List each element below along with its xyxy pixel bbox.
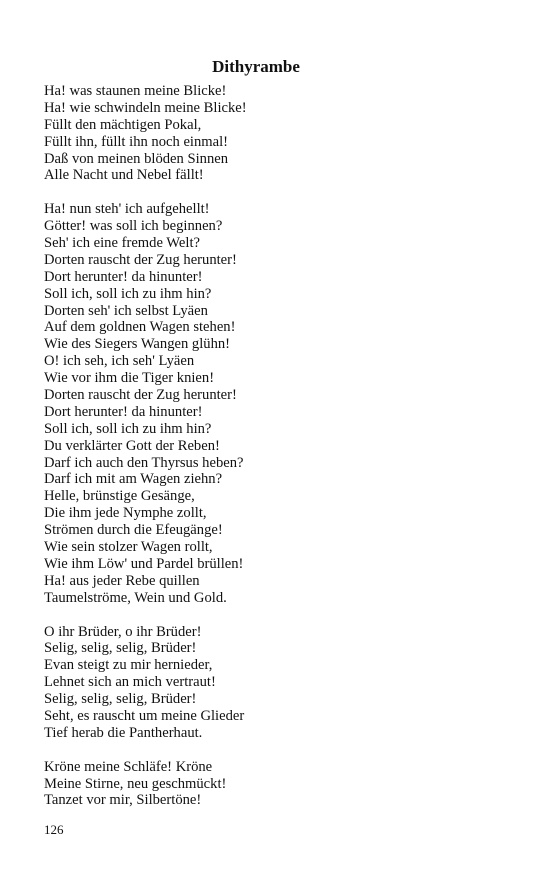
poem-line: Darf ich auch den Thyrsus heben? (44, 454, 244, 471)
poem-line: Daß von meinen blöden Sinnen (44, 150, 229, 167)
poem-line: Taumelströme, Wein und Gold. (44, 589, 227, 606)
poem-line: Darf ich mit am Wagen ziehn? (44, 471, 223, 488)
stanza (44, 83, 514, 184)
poem-line: Seht, es rauscht um meine Glieder (44, 707, 245, 724)
poem-line: Wie vor ihm die Tiger knien! (44, 370, 215, 387)
poem-line: Füllt ihn, füllt ihn noch einmal! (44, 133, 229, 150)
poem-title: Dithyrambe (212, 57, 300, 76)
poem-line: Füllt den mächtigen Pokal, (44, 116, 202, 133)
stanza (44, 624, 514, 742)
poem-line: Dort herunter! da hinunter! (44, 403, 203, 420)
poem-line: Dorten seh' ich selbst Lyäen (44, 302, 208, 319)
poem-line: Kröne meine Schläfe! Kröne (44, 758, 213, 775)
poem-line: Soll ich, soll ich zu ihm hin? (44, 420, 212, 437)
page-number: 126 (44, 822, 64, 837)
poem-line: Du verklärter Gott der Reben! (44, 437, 220, 454)
poem-line: Seh' ich eine fremde Welt? (44, 235, 200, 252)
poem-line: Wie ihm Löw' und Pardel brüllen! (44, 555, 244, 572)
poem-line: Götter! was soll ich beginnen? (44, 218, 223, 235)
poem-line: Wie des Siegers Wangen glühn! (44, 336, 231, 353)
poem-line: Tief herab die Pantherhaut. (44, 724, 203, 741)
poem-line: Die ihm jede Nymphe zollt, (44, 505, 207, 522)
poem-line: Strömen durch die Efeugänge! (44, 522, 223, 539)
poem-line: Auf dem goldnen Wagen stehen! (44, 319, 236, 336)
poem-line: Dorten rauscht der Zug herunter! (44, 251, 237, 268)
poem-line: Selig, selig, selig, Brüder! (44, 691, 197, 708)
poem-line: Ha! was staunen meine Blicke! (44, 83, 227, 99)
poem-line: Selig, selig, selig, Brüder! (44, 640, 197, 657)
poem-line: Alle Nacht und Nebel fällt! (44, 167, 204, 184)
poem-line: Ha! aus jeder Rebe quillen (44, 572, 200, 589)
poem-line: Soll ich, soll ich zu ihm hin? (44, 285, 212, 302)
poem-line: Ha! nun steh' ich aufgehellt! (44, 201, 210, 218)
poem-body (44, 83, 514, 826)
poem-line: Evan steigt zu mir hernieder, (44, 657, 213, 674)
stanza (44, 759, 514, 810)
poem-line: Wie sein stolzer Wagen rollt, (44, 539, 213, 556)
poem-line: Ha! wie schwindeln meine Blicke! (44, 99, 247, 116)
poem-line: O! ich seh, ich seh' Lyäen (44, 353, 195, 370)
stanza (44, 201, 514, 606)
poem-line: Helle, brünstige Gesänge, (44, 488, 195, 505)
poem-line: Lehnet sich an mich vertraut! (44, 674, 216, 691)
poem-line: Meine Stirne, neu geschmückt! (44, 775, 227, 792)
poem-line: Dorten rauscht der Zug herunter! (44, 387, 237, 404)
poem-line: O ihr Brüder, o ihr Brüder! (44, 623, 202, 640)
poem-line: Dort herunter! da hinunter! (44, 268, 203, 285)
poem-line: Tanzet vor mir, Silbertöne! (44, 792, 202, 809)
